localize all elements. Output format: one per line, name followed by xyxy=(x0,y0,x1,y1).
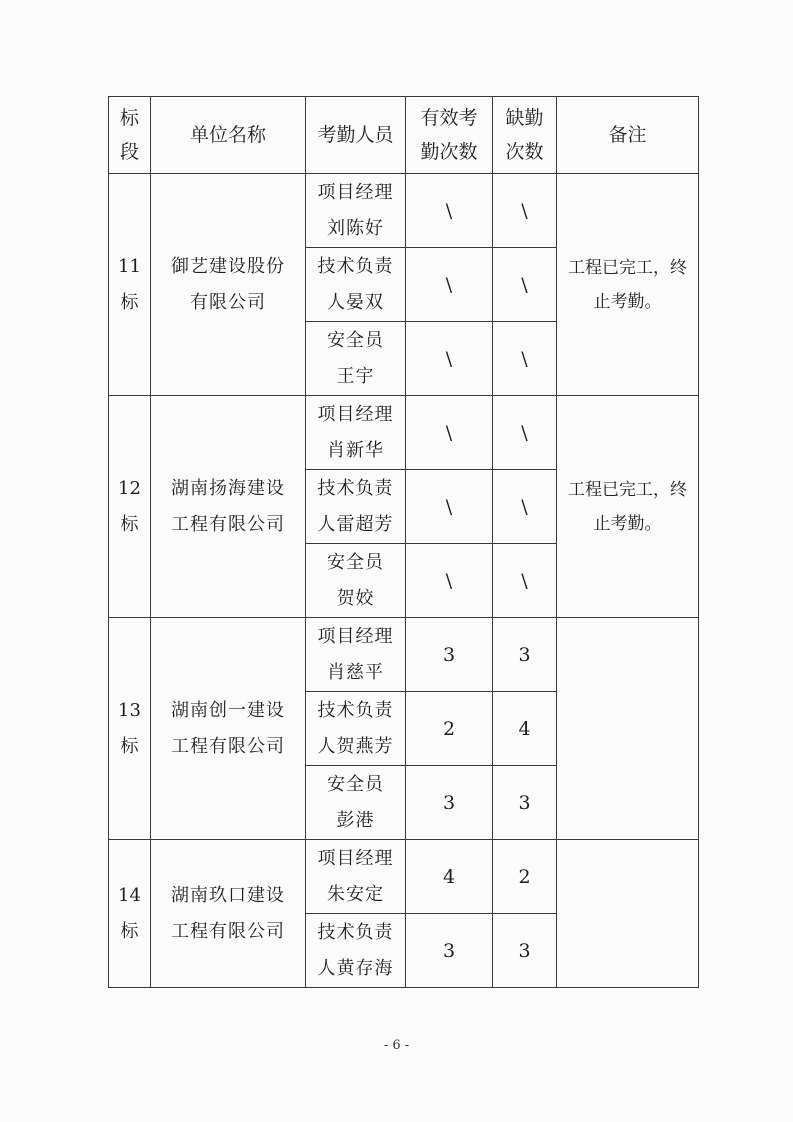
attendee-cell: 安全员 王宇 xyxy=(306,322,406,396)
absent-count-cell: 3 xyxy=(493,914,557,988)
valid-count-cell: \ xyxy=(406,470,493,544)
absent-count-cell: \ xyxy=(493,174,557,248)
unit-name-cell: 湖南玖口建设 工程有限公司 xyxy=(151,840,306,988)
attendee-cell: 技术负责 人晏双 xyxy=(306,248,406,322)
absent-count-cell: 4 xyxy=(493,692,557,766)
header-attendee: 考勤人员 xyxy=(306,97,406,174)
valid-count-cell: 3 xyxy=(406,766,493,840)
attendee-cell: 安全员 贺姣 xyxy=(306,544,406,618)
absent-count-cell: \ xyxy=(493,470,557,544)
table-row xyxy=(109,396,699,470)
section-no-cell: 14 标 xyxy=(109,840,151,988)
attendee-cell: 项目经理 朱安定 xyxy=(306,840,406,914)
valid-count-cell: \ xyxy=(406,396,493,470)
section-no-cell: 12 标 xyxy=(109,396,151,618)
absent-count-cell: \ xyxy=(493,396,557,470)
absent-count-cell: \ xyxy=(493,544,557,618)
valid-count-cell: 4 xyxy=(406,840,493,914)
attendee-cell: 项目经理 肖新华 xyxy=(306,396,406,470)
table-row xyxy=(109,174,699,248)
absent-count-cell: 2 xyxy=(493,840,557,914)
attendee-cell: 项目经理 刘陈好 xyxy=(306,174,406,248)
attendee-cell: 技术负责 人黄存海 xyxy=(306,914,406,988)
attendee-cell: 技术负责 人贺燕芳 xyxy=(306,692,406,766)
unit-name-cell: 御艺建设股份 有限公司 xyxy=(151,174,306,396)
remarks-cell: 工程已完工，终 止考勤。 xyxy=(557,396,699,618)
unit-name-cell: 湖南创一建设 工程有限公司 xyxy=(151,618,306,840)
attendee-cell: 项目经理 肖慈平 xyxy=(306,618,406,692)
attendee-cell: 安全员 彭港 xyxy=(306,766,406,840)
absent-count-cell: 3 xyxy=(493,618,557,692)
absent-count-cell: \ xyxy=(493,248,557,322)
table-row xyxy=(109,840,699,914)
valid-count-cell: 3 xyxy=(406,914,493,988)
section-no-cell: 13 标 xyxy=(109,618,151,840)
remarks-cell xyxy=(557,840,699,988)
header-unit-name: 单位名称 xyxy=(151,97,306,174)
table-row xyxy=(109,618,699,692)
valid-count-cell: \ xyxy=(406,322,493,396)
valid-count-cell: \ xyxy=(406,174,493,248)
absent-count-cell: 3 xyxy=(493,766,557,840)
header-section-no: 标 段 xyxy=(109,97,151,174)
table-header-row xyxy=(109,97,699,174)
valid-count-cell: \ xyxy=(406,248,493,322)
remarks-cell: 工程已完工，终 止考勤。 xyxy=(557,174,699,396)
unit-name-cell: 湖南扬海建设 工程有限公司 xyxy=(151,396,306,618)
section-no-cell: 11 标 xyxy=(109,174,151,396)
valid-count-cell: \ xyxy=(406,544,493,618)
remarks-cell xyxy=(557,618,699,840)
header-absent-count: 缺勤 次数 xyxy=(493,97,557,174)
attendance-table xyxy=(108,96,699,988)
valid-count-cell: 3 xyxy=(406,618,493,692)
absent-count-cell: \ xyxy=(493,322,557,396)
page-number: - 6 - xyxy=(383,1038,410,1053)
valid-count-cell: 2 xyxy=(406,692,493,766)
header-valid-count: 有效考 勤次数 xyxy=(406,97,493,174)
attendee-cell: 技术负责 人雷超芳 xyxy=(306,470,406,544)
header-remarks: 备注 xyxy=(557,97,699,174)
